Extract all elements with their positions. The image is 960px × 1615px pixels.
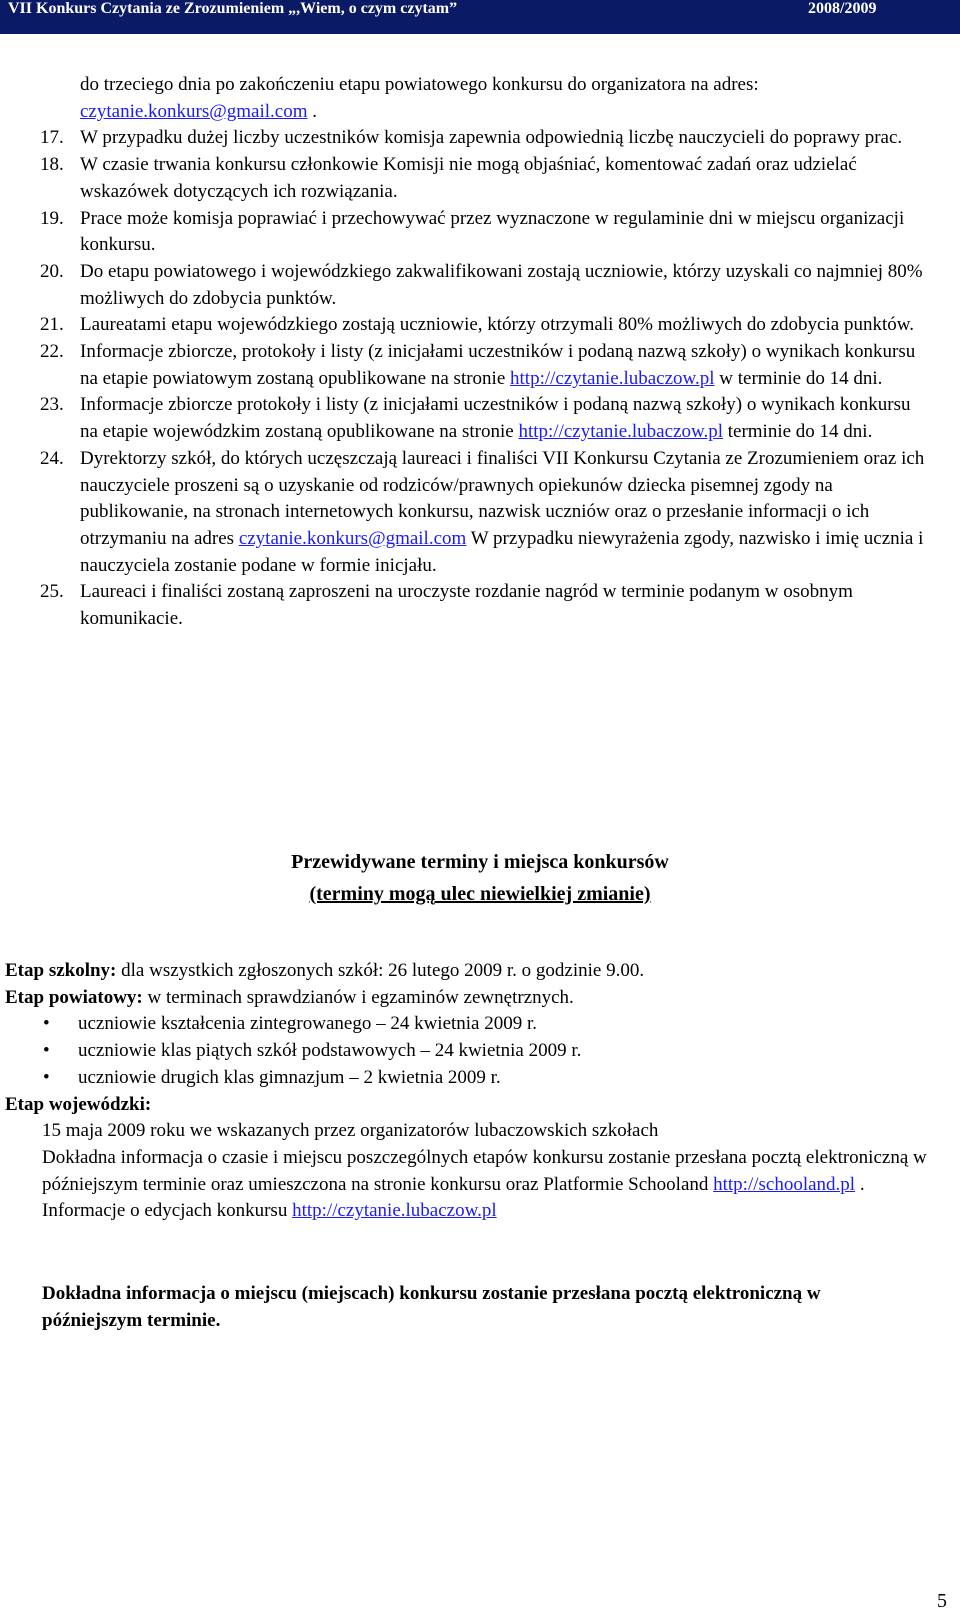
list-item — [5, 1065, 935, 1092]
rule-number: 22. — [40, 341, 64, 363]
rule-22-link[interactable]: http://czytanie.lubaczow.pl — [510, 367, 715, 389]
rule-20 — [40, 259, 930, 312]
district-stage-text: w terminach sprawdzianów i egzaminów zewnętrznych. — [142, 986, 574, 1008]
rule-19 — [40, 206, 930, 259]
header-year: 2008/2009 — [808, 0, 877, 17]
list-item-text: uczniowie drugich klas gimnazjum – 2 kwietnia 2009 r. — [78, 1066, 501, 1088]
rule-25 — [40, 579, 930, 632]
rule-number: 18. — [40, 154, 64, 176]
organizer-email-link[interactable]: czytanie.konkurs@gmail.com — [80, 100, 308, 122]
document-header — [0, 0, 960, 34]
rule-text: W czasie trwania konkursu członkowie Komisji nie mogą objaśniać, komentować zadań oraz udzielać wskazówek dotyczących ich rozwiązania. — [80, 154, 857, 202]
school-stage — [5, 958, 935, 985]
rule-text-after: w terminie do 14 dni. — [714, 367, 883, 389]
detailed-info-after: . — [855, 1173, 865, 1195]
page-number: 5 — [937, 1590, 947, 1612]
editions-info — [5, 1198, 935, 1225]
rule-21 — [40, 312, 930, 339]
rule-16-after: . — [307, 100, 317, 122]
forecast-heading: Przewidywane terminy i miejsca konkursów — [291, 851, 669, 873]
rule-number: 20. — [40, 260, 64, 282]
editions-link[interactable]: http://czytanie.lubaczow.pl — [292, 1200, 497, 1222]
rule-24 — [40, 446, 930, 580]
final-note: Dokładna informacja o miejscu (miejscach) konkursu zostanie przesłana pocztą elektroniczną w późniejszym terminie. — [42, 1283, 821, 1331]
rule-22 — [40, 339, 930, 392]
forecast-subheading: (terminy mogą ulec niewielkiej zmianie) — [309, 883, 651, 905]
rule-23 — [40, 392, 930, 445]
rule-number: 19. — [40, 207, 64, 229]
rule-text: W przypadku dużej liczby uczestników komisja zapewnia odpowiednią liczbę nauczycieli do poprawy prac. — [80, 127, 903, 149]
list-item — [5, 1011, 935, 1038]
list-item-text: uczniowie klas piątych szkół podstawowych – 24 kwietnia 2009 r. — [78, 1040, 582, 1062]
rule-text: Laureatami etapu wojewódzkiego zostają uczniowie, którzy otrzymali 80% możliwych do zdobycia punktów. — [80, 314, 914, 336]
rule-text: Do etapu powiatowego i wojewódzkiego zakwalifikowani zostają uczniowie, którzy uzyskali co najmniej 80% możliwych do zdobycia punktów. — [80, 260, 923, 309]
rule-text: Informacje zbiorcze, protokoły i listy (z inicjałami uczestników i podaną nazwą szkoły) o wynikach konkursu na etapie powiatowym zostaną opublikowane na stronie — [80, 341, 916, 389]
rule-number: 24. — [40, 447, 64, 469]
list-item — [5, 1038, 935, 1065]
voivodeship-stage — [5, 1092, 935, 1119]
rule-16-continuation — [80, 72, 930, 125]
rule-number: 17. — [40, 127, 64, 149]
voivodeship-stage-label: Etap wojewódzki: — [5, 1093, 152, 1115]
stages-section — [5, 958, 935, 1225]
list-item-text: uczniowie kształcenia zintegrowanego – 24 kwietnia 2009 r. — [78, 1013, 538, 1035]
rule-number: 23. — [40, 394, 64, 416]
rule-number: 21. — [40, 314, 64, 336]
bullet-icon: • — [43, 1040, 50, 1062]
rule-18 — [40, 152, 930, 205]
rule-text-after: terminie do 14 dni. — [722, 421, 873, 443]
rule-text: Informacje zbiorcze protokoły i listy (z inicjałami uczestników i podaną nazwą szkoły) o wynikach konkursu na etapie wojewódzkim zostaną opublikowane na stronie — [80, 394, 911, 443]
school-stage-label: Etap szkolny: — [5, 960, 117, 981]
header-title: VII Konkurs Czytania ze Zrozumieniem „,Wiem, o czym czytam” — [8, 0, 458, 17]
rule-23-link[interactable]: http://czytanie.lubaczow.pl — [518, 421, 723, 443]
detailed-info — [5, 1145, 935, 1198]
editions-info-text: Informacje o edycjach konkursu — [42, 1200, 293, 1222]
rule-number: 25. — [40, 581, 64, 603]
rule-text: Prace może komisja poprawiać i przechowywać przez wyznaczone w regulaminie dni w miejscu organizacji konkursu. — [80, 207, 905, 256]
rule-24-email-link[interactable]: czytanie.konkurs@gmail.com — [238, 527, 467, 549]
bullet-icon: • — [43, 1013, 50, 1035]
district-stage-label: Etap powiatowy: — [5, 986, 143, 1008]
rule-text: Dyrektorzy szkół, do których uczęszczają laureaci i finaliści VII Konkursu Czytania ze Zrozumieniem oraz ich nauczyciele proszeni są o uzyskanie od rodziców/prawnych opiekunów dziecka pisemnej zgody na publikowanie, na stronach internetowych konkursu, nazwisk uczniów oraz o przesłanie informacji o ich otrzymaniu na adres — [80, 447, 925, 549]
detailed-info-text: Dokładna informacja o czasie i miejscu poszczególnych etapów konkursu zostanie przesłana pocztą elektroniczną w późniejszym terminie oraz umieszczona na stronie konkursu oraz Platformie Schooland — [42, 1146, 927, 1195]
rule-16-text: do trzeciego dnia po zakończeniu etapu powiatowego konkursu do organizatora na adres: — [80, 74, 759, 95]
school-stage-text: dla wszystkich zgłoszonych szkół: 26 lutego 2009 r. o godzinie 9.00. — [116, 960, 645, 981]
rule-17 — [40, 125, 930, 152]
schooland-link[interactable]: http://schooland.pl — [713, 1173, 856, 1195]
rules-list — [40, 72, 930, 633]
rule-text-after: W przypadku niewyrażenia zgody, nazwisko i imię ucznia i nauczyciela zostanie podane w formie inicjału. — [80, 527, 924, 576]
rule-text: Laureaci i finaliści zostaną zaproszeni na uroczyste rozdanie nagród w terminie podanym w osobnym komunikacie. — [80, 581, 853, 630]
district-stage — [5, 985, 935, 1012]
bullet-icon: • — [43, 1066, 50, 1088]
voivodeship-date: 15 maja 2009 roku we wskazanych przez organizatorów lubaczowskich szkołach — [42, 1120, 659, 1142]
district-dates-list — [5, 1011, 935, 1091]
